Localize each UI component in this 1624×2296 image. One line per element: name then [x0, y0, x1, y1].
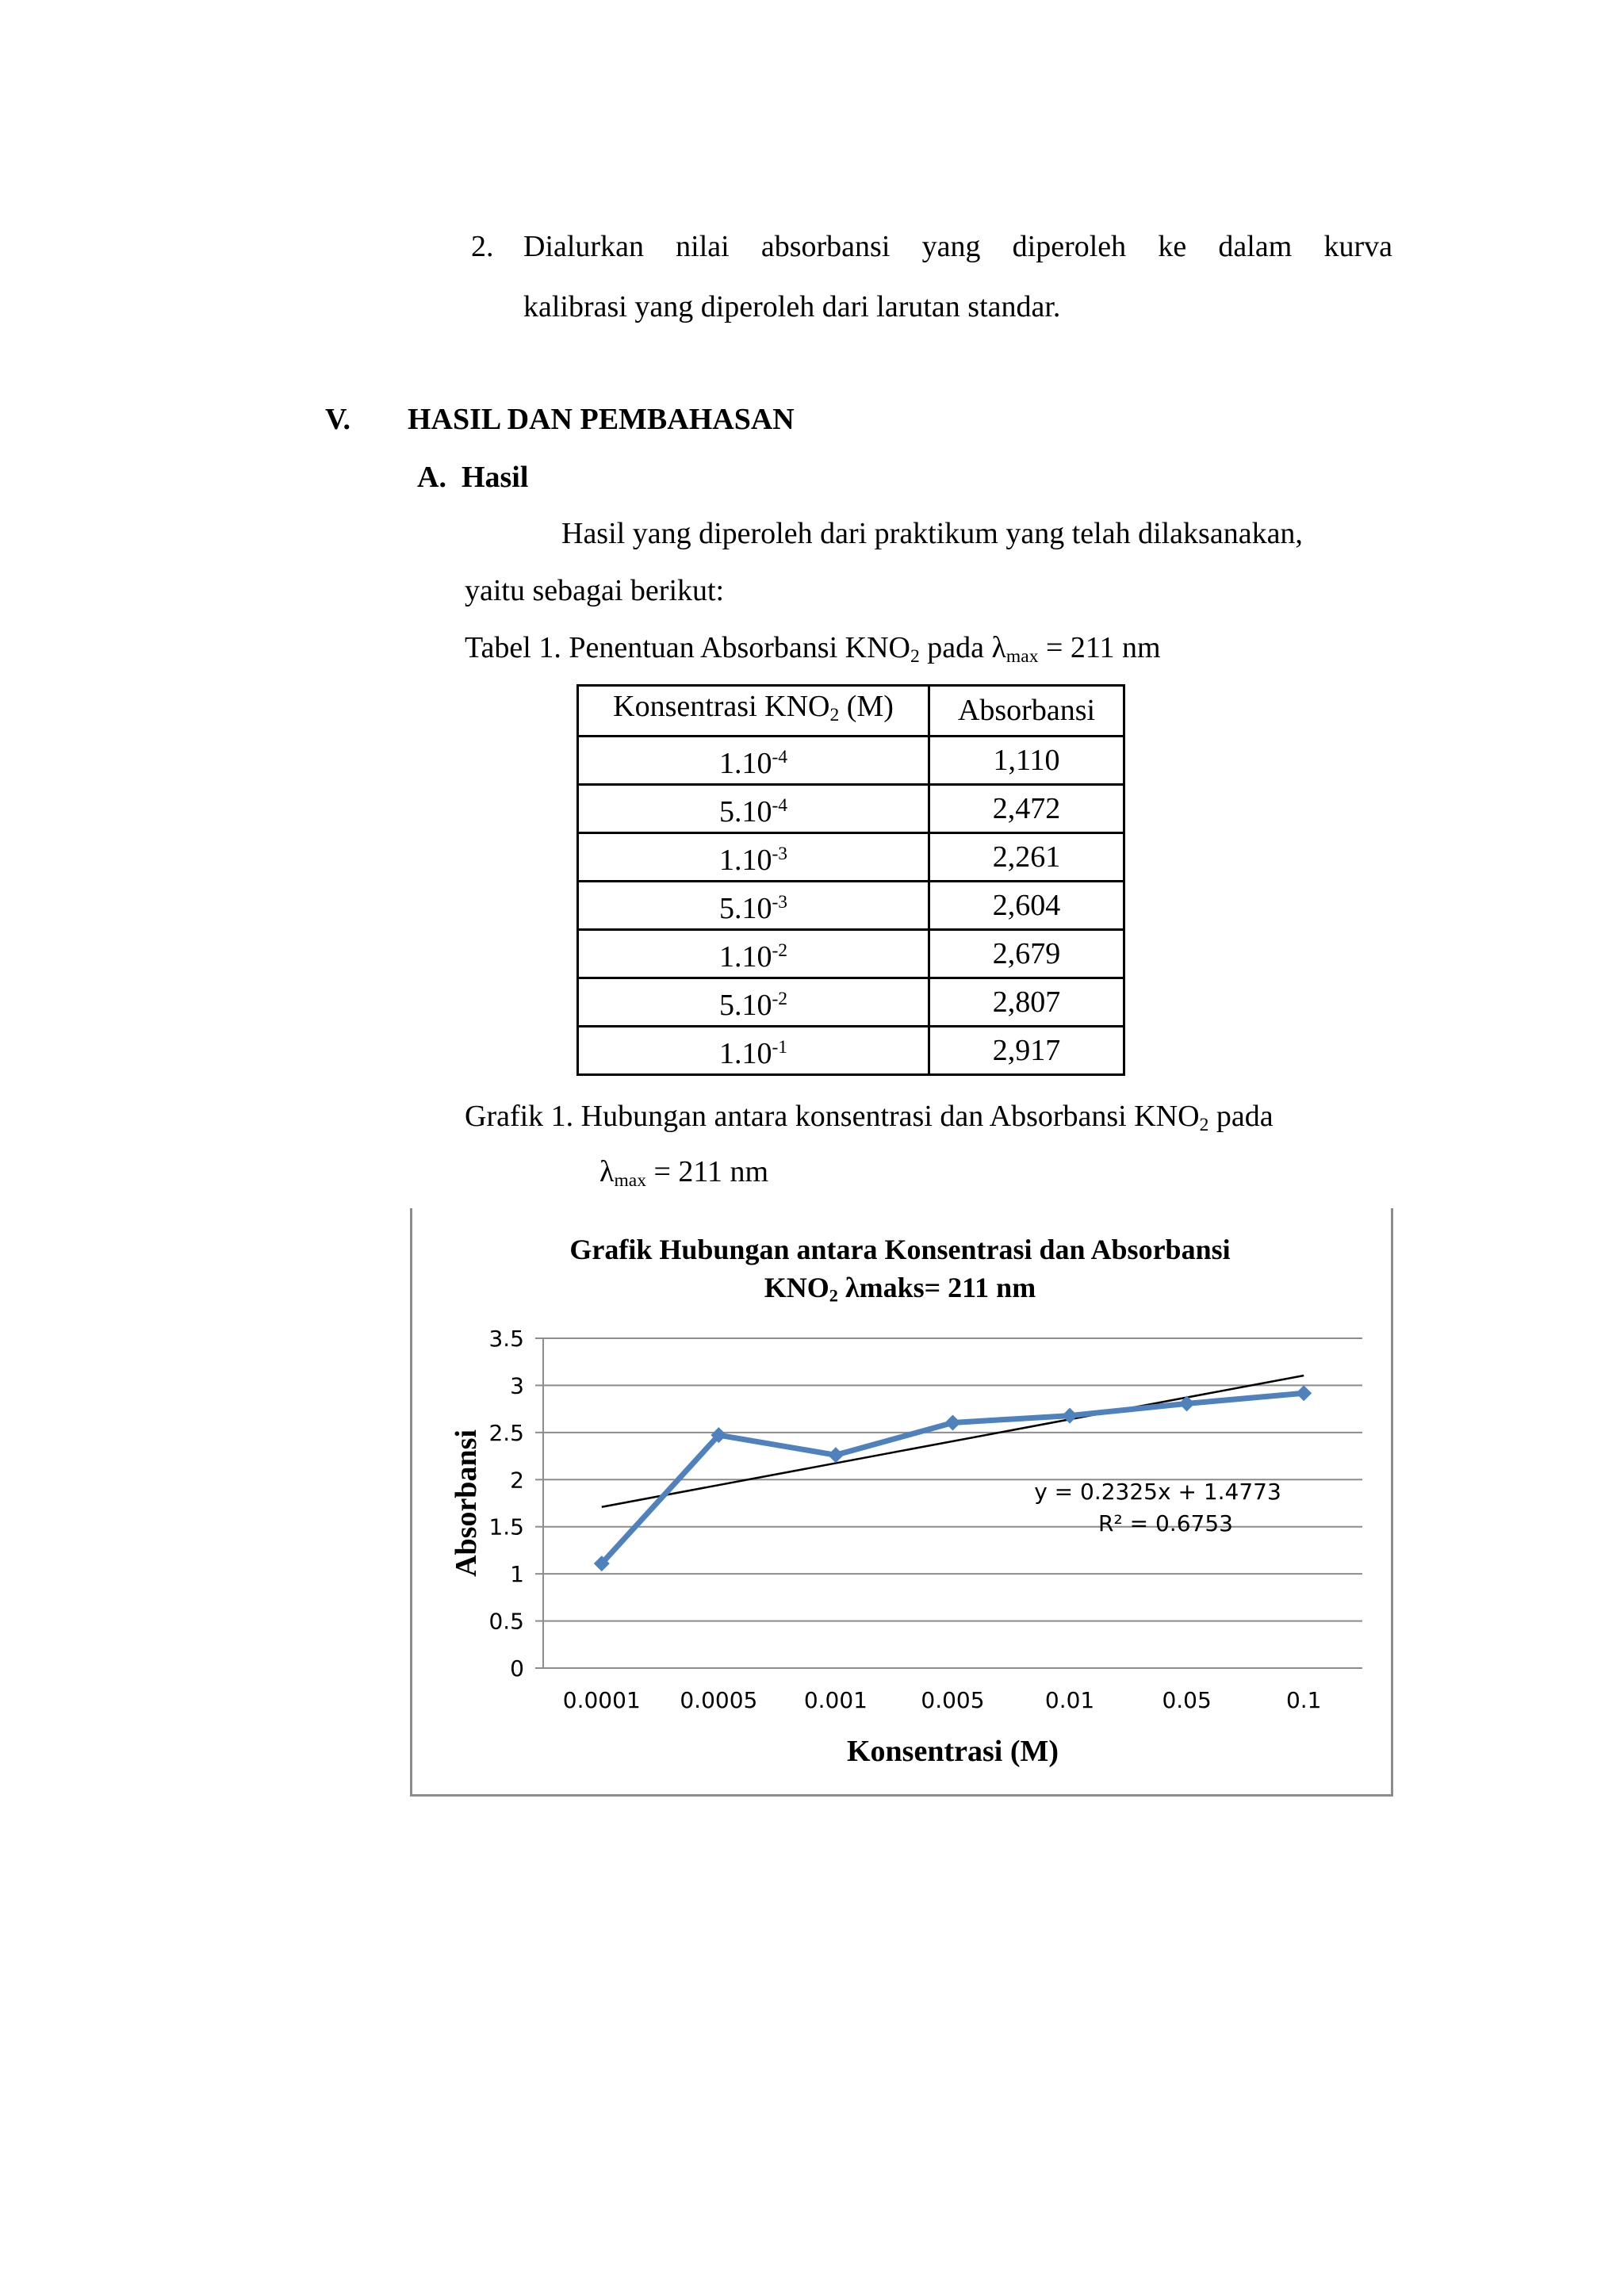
absorbance-cell: 2,807	[929, 978, 1124, 1026]
y-tick-label: 1	[510, 1561, 524, 1588]
table-caption-lambda-subscript: max	[1005, 645, 1039, 667]
absorbance-cell: 1,110	[929, 736, 1124, 784]
x-tick-label: 0.005	[921, 1687, 985, 1713]
y-tick-label: 2	[510, 1467, 524, 1494]
graph-caption-prefix: Grafik 1. Hubungan antara konsentrasi dan Absorbansi KNO	[465, 1100, 1200, 1133]
concentration-cell: $1.10^{-4}$	[578, 736, 929, 784]
chart-title-line1: Grafik Hubungan antara Konsentrasi dan Absorbansi	[569, 1234, 1231, 1265]
step-word: nilai	[676, 230, 730, 263]
step-word: Dialurkan	[523, 230, 644, 263]
intro-line2: yaitu sebagai berikut:	[465, 574, 725, 607]
y-tick-label: 3	[510, 1372, 524, 1399]
y-tick-label: 0.5	[488, 1608, 524, 1635]
y-axis-title: Absorbansi	[450, 1429, 483, 1577]
y-tick-label: 0	[510, 1655, 524, 1682]
table-caption-mid: pada λ	[919, 631, 1006, 664]
graph-caption-subscript: 2	[1199, 1114, 1209, 1135]
absorbance-cell: 2,917	[929, 1026, 1124, 1074]
y-tick-label: 1.5	[488, 1513, 524, 1540]
step-word: dalam	[1218, 230, 1293, 263]
table-caption-subscript: 2	[910, 645, 920, 667]
table-caption-prefix: Tabel 1. Penentuan Absorbansi KNO	[465, 631, 910, 664]
trendline-r-squared: R² = 0.6753	[1098, 1510, 1233, 1536]
step-text-line2: kalibrasi yang diperoleh dari larutan standar.	[523, 290, 1061, 323]
concentration-cell: $5.10^{-3}$	[578, 881, 929, 929]
graph-caption-wavelength: = 211 nm	[645, 1155, 769, 1188]
column-header-concentration: Konsentrasi $KNO_2$ (M)	[578, 686, 929, 737]
concentration-cell: $1.10^{-1}$	[578, 1026, 929, 1074]
section-title: HASIL DAN PEMBAHASAN	[408, 403, 795, 436]
y-tick-label: 3.5	[488, 1326, 524, 1352]
step-word: absorbansi	[760, 230, 891, 263]
concentration-cell: $1.10^{-2}$	[578, 929, 929, 978]
concentration-cell: $5.10^{-4}$	[578, 784, 929, 832]
chart-title-suffix: λmaks= 211 nm	[837, 1272, 1036, 1303]
x-tick-label: 0.05	[1162, 1687, 1212, 1713]
data-point-marker	[945, 1414, 961, 1430]
concentration-cell: $5.10^{-2}$	[578, 978, 929, 1026]
intro-line1: Hasil yang diperoleh dari praktikum yang telah dilaksanakan,	[561, 517, 1303, 550]
y-tick-label: 2.5	[488, 1419, 524, 1446]
trendline-equation: y = 0.2325x + 1.4773	[1034, 1479, 1281, 1505]
data-point-marker	[828, 1447, 844, 1463]
graph-caption-lambda-subscript: max	[614, 1169, 646, 1191]
step-number: 2.	[471, 230, 494, 263]
step-word: yang	[921, 230, 981, 263]
subsection-title: Hasil	[461, 461, 529, 494]
step-word: kurva	[1323, 230, 1392, 263]
chart-title-prefix: KNO	[764, 1272, 829, 1303]
x-tick-label: 0.001	[803, 1687, 868, 1713]
x-tick-label: 0.01	[1044, 1687, 1095, 1713]
absorbance-cell: 2,679	[929, 929, 1124, 978]
graph-caption-lambda: λ	[599, 1155, 615, 1188]
x-axis-title: Konsentrasi (M)	[846, 1735, 1059, 1768]
table-caption-suffix: = 211 nm	[1038, 631, 1161, 664]
column-header-absorbance: Absorbansi	[929, 686, 1124, 737]
absorbance-cell: 2,472	[929, 784, 1124, 832]
step-word: diperoleh	[1012, 230, 1127, 263]
section-number: V.	[325, 403, 351, 436]
subsection-label: A.	[417, 461, 446, 494]
graph-caption-suffix: pada	[1208, 1100, 1274, 1133]
step-word: ke	[1158, 230, 1187, 263]
x-tick-label: 0.1	[1285, 1687, 1322, 1713]
absorbance-cell: 2,604	[929, 881, 1124, 929]
x-tick-label: 0.0001	[562, 1687, 641, 1713]
absorbance-cell: 2,261	[929, 832, 1124, 881]
x-tick-label: 0.0005	[680, 1687, 758, 1713]
concentration-cell: $1.10^{-3}$	[578, 832, 929, 881]
data-point-marker	[1296, 1385, 1312, 1401]
chart-title-subscript: 2	[829, 1285, 838, 1306]
